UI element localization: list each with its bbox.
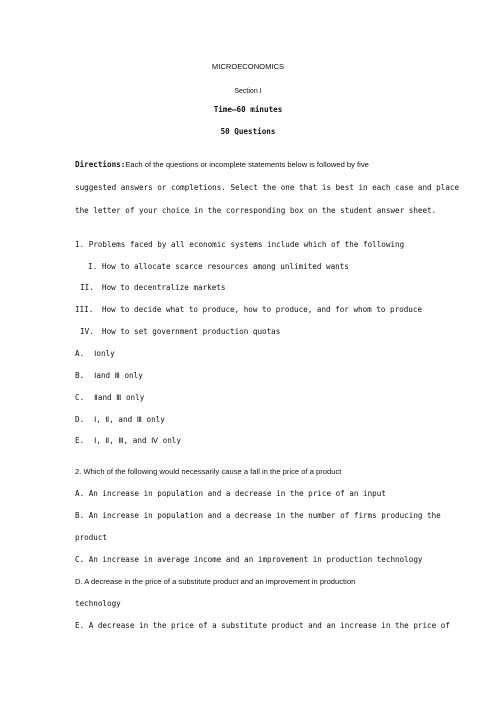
directions-text-1: Each of the questions or incomplete statements below is followed by five	[125, 160, 369, 169]
q1-option-d: D. Ⅰ, Ⅱ, and Ⅲ only	[75, 415, 165, 424]
q1-item-4: How to set government production quotas	[102, 327, 281, 336]
q1-option-c: C. Ⅱand Ⅲ only	[75, 393, 145, 402]
q2-option-a: A. An increase in population and a decrease in the price of an input	[75, 489, 386, 498]
q1-roman-4: IV.	[80, 327, 94, 336]
q1-item-1: How to allocate scarce resources among unlimited wants	[102, 262, 349, 271]
q2-option-d: D. A decrease in the price of a substitute product and an improvement in production	[75, 577, 356, 586]
q2-option-e: E. A decrease in the price of a substitute product and an increase in the price of	[75, 621, 450, 630]
page-title: MICROECONOMICS	[211, 62, 285, 71]
section-label: Section I	[234, 88, 262, 95]
q1-roman-2: II.	[80, 283, 94, 292]
question-2-stem: 2. Which of the following would necessarily cause a fall in the price of a product	[75, 467, 342, 476]
q1-option-e: E. Ⅰ, Ⅱ, Ⅲ, and Ⅳ only	[75, 436, 181, 445]
q1-option-a: A. Ⅰonly	[75, 349, 115, 358]
directions-line-1	[75, 160, 369, 169]
q2-option-d-cont: technology	[75, 599, 121, 608]
q2-option-b: B. An increase in population and a decrease in the number of firms producing the	[75, 511, 441, 520]
q1-roman-1: I.	[88, 262, 98, 271]
q1-roman-3: III.	[75, 305, 94, 314]
q1-option-b: B. Ⅰand Ⅲ only	[75, 371, 143, 380]
q2-option-b-cont: product	[75, 533, 108, 542]
q1-item-2: How to decentralize markets	[102, 283, 226, 292]
time-label: Time—60 minutes	[213, 105, 283, 114]
q1-item-3: How to decide what to produce, how to produce, and for whom to produce	[102, 305, 423, 314]
question-1-stem: 1. Problems faced by all economic systems include which of the following	[75, 240, 405, 249]
directions-line-3: the letter of your choice in the corresponding box on the student answer sheet.	[75, 206, 437, 215]
question-count: 50 Questions	[220, 127, 276, 136]
directions-line-2: suggested answers or completions. Select the one that is best in each case and place	[75, 183, 460, 192]
directions-label: Directions:	[75, 160, 126, 169]
q2-option-c: C. An increase in average income and an improvement in production technology	[75, 555, 423, 564]
